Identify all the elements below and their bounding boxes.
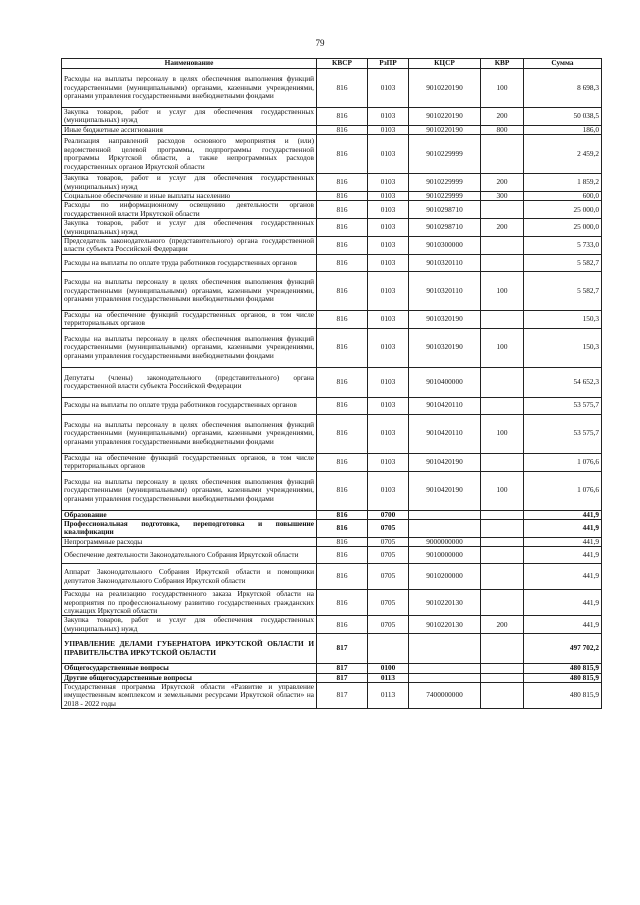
table-row — [62, 254, 602, 271]
table-row — [62, 510, 602, 519]
row-kvsr: 816 — [317, 590, 368, 616]
row-kvsr: 816 — [317, 271, 368, 310]
row-sum: 25 000,0 — [524, 201, 602, 219]
table-row — [62, 564, 602, 590]
row-rzpr: 0705 — [368, 519, 409, 537]
row-kvr — [481, 367, 524, 397]
table-row — [62, 69, 602, 108]
row-kvr — [481, 682, 524, 708]
table-row — [62, 237, 602, 255]
row-name: Образование — [62, 510, 317, 519]
row-rzpr: 0705 — [368, 590, 409, 616]
row-kcsr: 7400000000 — [409, 682, 481, 708]
row-rzpr: 0103 — [368, 367, 409, 397]
row-kvsr: 816 — [317, 537, 368, 546]
row-rzpr: 0705 — [368, 616, 409, 634]
table-row — [62, 201, 602, 219]
row-kvr — [481, 201, 524, 219]
table-row — [62, 397, 602, 414]
table-row — [62, 453, 602, 471]
row-sum: 150,3 — [524, 310, 602, 328]
row-kvsr: 816 — [317, 328, 368, 367]
row-kcsr: 9010229999 — [409, 192, 481, 201]
row-kvsr: 816 — [317, 201, 368, 219]
row-kvsr: 816 — [317, 397, 368, 414]
row-name: Расходы на выплаты персоналу в целях обеспечения выполнения функций государственными (муниципальными) органами, казенными учреждениями, органами управления государственными внебюджетными фондами — [62, 271, 317, 310]
row-kcsr: 9010320190 — [409, 310, 481, 328]
row-kvr: 800 — [481, 125, 524, 134]
row-rzpr: 0103 — [368, 254, 409, 271]
table-row — [62, 519, 602, 537]
row-rzpr: 0113 — [368, 673, 409, 682]
row-sum: 50 038,5 — [524, 108, 602, 126]
row-kvsr: 816 — [317, 471, 368, 510]
row-kvr: 100 — [481, 69, 524, 108]
row-name: Другие общегосударственные вопросы — [62, 673, 317, 682]
row-kvr — [481, 634, 524, 664]
row-name: Расходы на выплаты персоналу в целях обеспечения выполнения функций государственными (муниципальными) органами, казенными учреждениями, органами управления государственными внебюджетными фондами — [62, 414, 317, 453]
row-kvsr: 816 — [317, 414, 368, 453]
row-sum: 480 815,9 — [524, 682, 602, 708]
row-rzpr: 0705 — [368, 547, 409, 564]
row-name: Непрограммные расходы — [62, 537, 317, 546]
row-kvr — [481, 397, 524, 414]
row-sum: 150,3 — [524, 328, 602, 367]
row-kvsr: 816 — [317, 564, 368, 590]
row-kvr — [481, 564, 524, 590]
row-name: Обеспечение деятельности Законодательного Собрания Иркутской области — [62, 547, 317, 564]
row-kcsr: 9010298710 — [409, 219, 481, 237]
row-sum: 5 582,7 — [524, 254, 602, 271]
row-sum: 441,9 — [524, 616, 602, 634]
header-kcsr: КЦСР — [409, 59, 481, 69]
row-kvsr: 816 — [317, 519, 368, 537]
header-kvr: КВР — [481, 59, 524, 69]
row-name: Закупка товаров, работ и услуг для обеспечения государственных (муниципальных) нужд — [62, 219, 317, 237]
row-kvr — [481, 547, 524, 564]
row-rzpr: 0103 — [368, 414, 409, 453]
row-rzpr: 0103 — [368, 471, 409, 510]
row-kvr: 200 — [481, 174, 524, 192]
row-kvsr: 816 — [317, 310, 368, 328]
row-kvr — [481, 254, 524, 271]
header-name: Наименование — [62, 59, 317, 69]
table-row — [62, 367, 602, 397]
row-rzpr — [368, 634, 409, 664]
row-kvsr: 816 — [317, 547, 368, 564]
row-kcsr: 9010298710 — [409, 201, 481, 219]
row-rzpr: 0705 — [368, 537, 409, 546]
row-kvr — [481, 673, 524, 682]
row-name: Расходы на выплаты персоналу в целях обеспечения выполнения функций государственными (муниципальными) органами, казенными учреждениями, органами управления государственными внебюджетными фондами — [62, 328, 317, 367]
row-name: Расходы на выплаты по оплате труда работников государственных органов — [62, 397, 317, 414]
row-kvr — [481, 453, 524, 471]
row-kvsr: 816 — [317, 510, 368, 519]
row-sum: 441,9 — [524, 590, 602, 616]
row-sum: 441,9 — [524, 564, 602, 590]
table-body — [62, 69, 602, 709]
row-kvr — [481, 590, 524, 616]
row-kcsr: 9010220190 — [409, 108, 481, 126]
row-kcsr: 9010229999 — [409, 174, 481, 192]
row-name: Председатель законодательного (представительного) органа государственной власти субъекта Российской Федерации — [62, 237, 317, 255]
row-kvr — [481, 135, 524, 174]
table-row — [62, 414, 602, 453]
row-kvr: 200 — [481, 108, 524, 126]
row-kcsr: 9010220130 — [409, 590, 481, 616]
row-rzpr: 0103 — [368, 69, 409, 108]
header-rzpr: РзПР — [368, 59, 409, 69]
table-row — [62, 125, 602, 134]
row-kcsr: 9010000000 — [409, 547, 481, 564]
table-row — [62, 271, 602, 310]
row-kvsr: 816 — [317, 367, 368, 397]
row-name: Депутаты (члены) законодательного (представительного) органа государственной власти субъекта Российской Федерации — [62, 367, 317, 397]
row-name: Аппарат Законодательного Собрания Иркутской области и помощники депутатов Законодательного Собрания Иркутской области — [62, 564, 317, 590]
row-kcsr: 9010320110 — [409, 254, 481, 271]
row-rzpr: 0103 — [368, 453, 409, 471]
row-sum: 1 076,6 — [524, 453, 602, 471]
table-row — [62, 328, 602, 367]
row-kvsr: 816 — [317, 254, 368, 271]
row-kcsr: 9010420190 — [409, 471, 481, 510]
row-sum: 1 076,6 — [524, 471, 602, 510]
row-rzpr: 0103 — [368, 192, 409, 201]
row-kcsr: 9010220130 — [409, 616, 481, 634]
row-rzpr: 0103 — [368, 135, 409, 174]
row-rzpr: 0700 — [368, 510, 409, 519]
row-rzpr: 0103 — [368, 201, 409, 219]
row-kcsr — [409, 510, 481, 519]
row-kvr: 100 — [481, 271, 524, 310]
row-kvsr: 816 — [317, 125, 368, 134]
row-sum: 441,9 — [524, 510, 602, 519]
row-rzpr: 0103 — [368, 271, 409, 310]
row-kcsr: 9010400000 — [409, 367, 481, 397]
row-name: Иные бюджетные ассигнования — [62, 125, 317, 134]
table-row — [62, 664, 602, 673]
row-name: Государственная программа Иркутской области «Развитие и управление имущественным комплексом и земельными ресурсами Иркутской области» на 2018 - 2022 годы — [62, 682, 317, 708]
row-kvr — [481, 664, 524, 673]
row-rzpr: 0103 — [368, 219, 409, 237]
table-row — [62, 471, 602, 510]
row-sum: 2 459,2 — [524, 135, 602, 174]
row-name: Реализация направлений расходов основного мероприятия и (или) ведомственной целевой программы, подпрограммы государственной программы Иркутской области, а также непрограммных расходов государственных органов Иркутской области — [62, 135, 317, 174]
row-kvsr: 817 — [317, 664, 368, 673]
row-sum: 5 582,7 — [524, 271, 602, 310]
row-kcsr: 9010420110 — [409, 397, 481, 414]
row-name: УПРАВЛЕНИЕ ДЕЛАМИ ГУБЕРНАТОРА ИРКУТСКОЙ ОБЛАСТИ И ПРАВИТЕЛЬСТВА ИРКУТСКОЙ ОБЛАСТИ — [62, 634, 317, 664]
row-sum: 480 815,9 — [524, 673, 602, 682]
row-kvr: 100 — [481, 414, 524, 453]
row-kcsr: 9000000000 — [409, 537, 481, 546]
row-name: Расходы на выплаты персоналу в целях обеспечения выполнения функций государственными (муниципальными) органами, казенными учреждениями, органами управления государственными внебюджетными фондами — [62, 471, 317, 510]
row-kvsr: 816 — [317, 237, 368, 255]
row-kcsr — [409, 664, 481, 673]
row-sum: 5 733,0 — [524, 237, 602, 255]
table-row — [62, 537, 602, 546]
row-sum: 1 859,2 — [524, 174, 602, 192]
row-kvr — [481, 510, 524, 519]
row-kvr: 100 — [481, 328, 524, 367]
row-rzpr: 0113 — [368, 682, 409, 708]
row-sum: 186,0 — [524, 125, 602, 134]
table-row — [62, 108, 602, 126]
row-name: Закупка товаров, работ и услуг для обеспечения государственных (муниципальных) нужд — [62, 108, 317, 126]
row-sum: 480 815,9 — [524, 664, 602, 673]
row-kvsr: 817 — [317, 673, 368, 682]
row-sum: 441,9 — [524, 547, 602, 564]
table-row — [62, 135, 602, 174]
row-kvr — [481, 310, 524, 328]
row-rzpr: 0103 — [368, 310, 409, 328]
row-kcsr — [409, 519, 481, 537]
row-kvr — [481, 237, 524, 255]
table-row — [62, 219, 602, 237]
row-rzpr: 0103 — [368, 108, 409, 126]
row-name: Социальное обеспечение и иные выплаты населению — [62, 192, 317, 201]
row-kvsr: 816 — [317, 192, 368, 201]
row-kcsr: 9010320190 — [409, 328, 481, 367]
row-name: Расходы по информационному освещению деятельности органов государственной власти Иркутской области — [62, 201, 317, 219]
row-kcsr: 9010300000 — [409, 237, 481, 255]
row-kvr: 200 — [481, 219, 524, 237]
table-row — [62, 547, 602, 564]
row-kvr — [481, 519, 524, 537]
row-kvsr: 816 — [317, 108, 368, 126]
table-row — [62, 174, 602, 192]
row-sum: 497 702,2 — [524, 634, 602, 664]
row-name: Закупка товаров, работ и услуг для обеспечения государственных (муниципальных) нужд — [62, 174, 317, 192]
row-rzpr: 0103 — [368, 237, 409, 255]
row-kvsr: 816 — [317, 453, 368, 471]
table-row — [62, 310, 602, 328]
row-kvr: 100 — [481, 471, 524, 510]
row-kcsr: 9010420110 — [409, 414, 481, 453]
row-kcsr: 9010229999 — [409, 135, 481, 174]
row-kcsr: 9010220190 — [409, 125, 481, 134]
header-kvsr: КВСР — [317, 59, 368, 69]
table-row — [62, 616, 602, 634]
table-header-row — [62, 59, 602, 69]
row-kvr: 300 — [481, 192, 524, 201]
row-kvr — [481, 537, 524, 546]
page-number: 79 — [315, 38, 325, 48]
row-name: Расходы на обеспечение функций государственных органов, в том числе территориальных органов — [62, 310, 317, 328]
row-rzpr: 0103 — [368, 328, 409, 367]
row-name: Профессиональная подготовка, переподготовка и повышение квалификации — [62, 519, 317, 537]
row-sum: 441,9 — [524, 519, 602, 537]
row-sum: 8 698,3 — [524, 69, 602, 108]
row-kvsr: 817 — [317, 682, 368, 708]
row-kcsr — [409, 634, 481, 664]
row-rzpr: 0103 — [368, 174, 409, 192]
row-sum: 53 575,7 — [524, 397, 602, 414]
row-kvsr: 816 — [317, 69, 368, 108]
row-rzpr: 0103 — [368, 125, 409, 134]
row-kvsr: 817 — [317, 634, 368, 664]
table-row — [62, 634, 602, 664]
row-kvsr: 816 — [317, 174, 368, 192]
header-sum: Сумма — [524, 59, 602, 69]
row-kvr: 200 — [481, 616, 524, 634]
row-kcsr — [409, 673, 481, 682]
row-name: Расходы на обеспечение функций государственных органов, в том числе территориальных органов — [62, 453, 317, 471]
row-sum: 441,9 — [524, 537, 602, 546]
row-kcsr: 9010320110 — [409, 271, 481, 310]
row-rzpr: 0103 — [368, 397, 409, 414]
row-sum: 53 575,7 — [524, 414, 602, 453]
row-kvsr: 816 — [317, 219, 368, 237]
row-sum: 600,0 — [524, 192, 602, 201]
row-kvsr: 816 — [317, 135, 368, 174]
table-row — [62, 590, 602, 616]
row-rzpr: 0705 — [368, 564, 409, 590]
row-kvsr: 816 — [317, 616, 368, 634]
row-name: Расходы на выплаты персоналу в целях обеспечения выполнения функций государственными (муниципальными) органами, казенными учреждениями, органами управления государственными внебюджетными фондами — [62, 69, 317, 108]
row-kcsr: 9010200000 — [409, 564, 481, 590]
row-sum: 54 652,3 — [524, 367, 602, 397]
table-row — [62, 682, 602, 708]
row-sum: 25 000,0 — [524, 219, 602, 237]
budget-table — [61, 58, 602, 709]
row-name: Расходы на реализацию государственного заказа Иркутской области на мероприятия по профессиональному развитию государственных гражданских служащих Иркутской области — [62, 590, 317, 616]
row-kcsr: 9010220190 — [409, 69, 481, 108]
row-name: Расходы на выплаты по оплате труда работников государственных органов — [62, 254, 317, 271]
row-name: Закупка товаров, работ и услуг для обеспечения государственных (муниципальных) нужд — [62, 616, 317, 634]
row-rzpr: 0100 — [368, 664, 409, 673]
row-name: Общегосударственные вопросы — [62, 664, 317, 673]
row-kcsr: 9010420190 — [409, 453, 481, 471]
